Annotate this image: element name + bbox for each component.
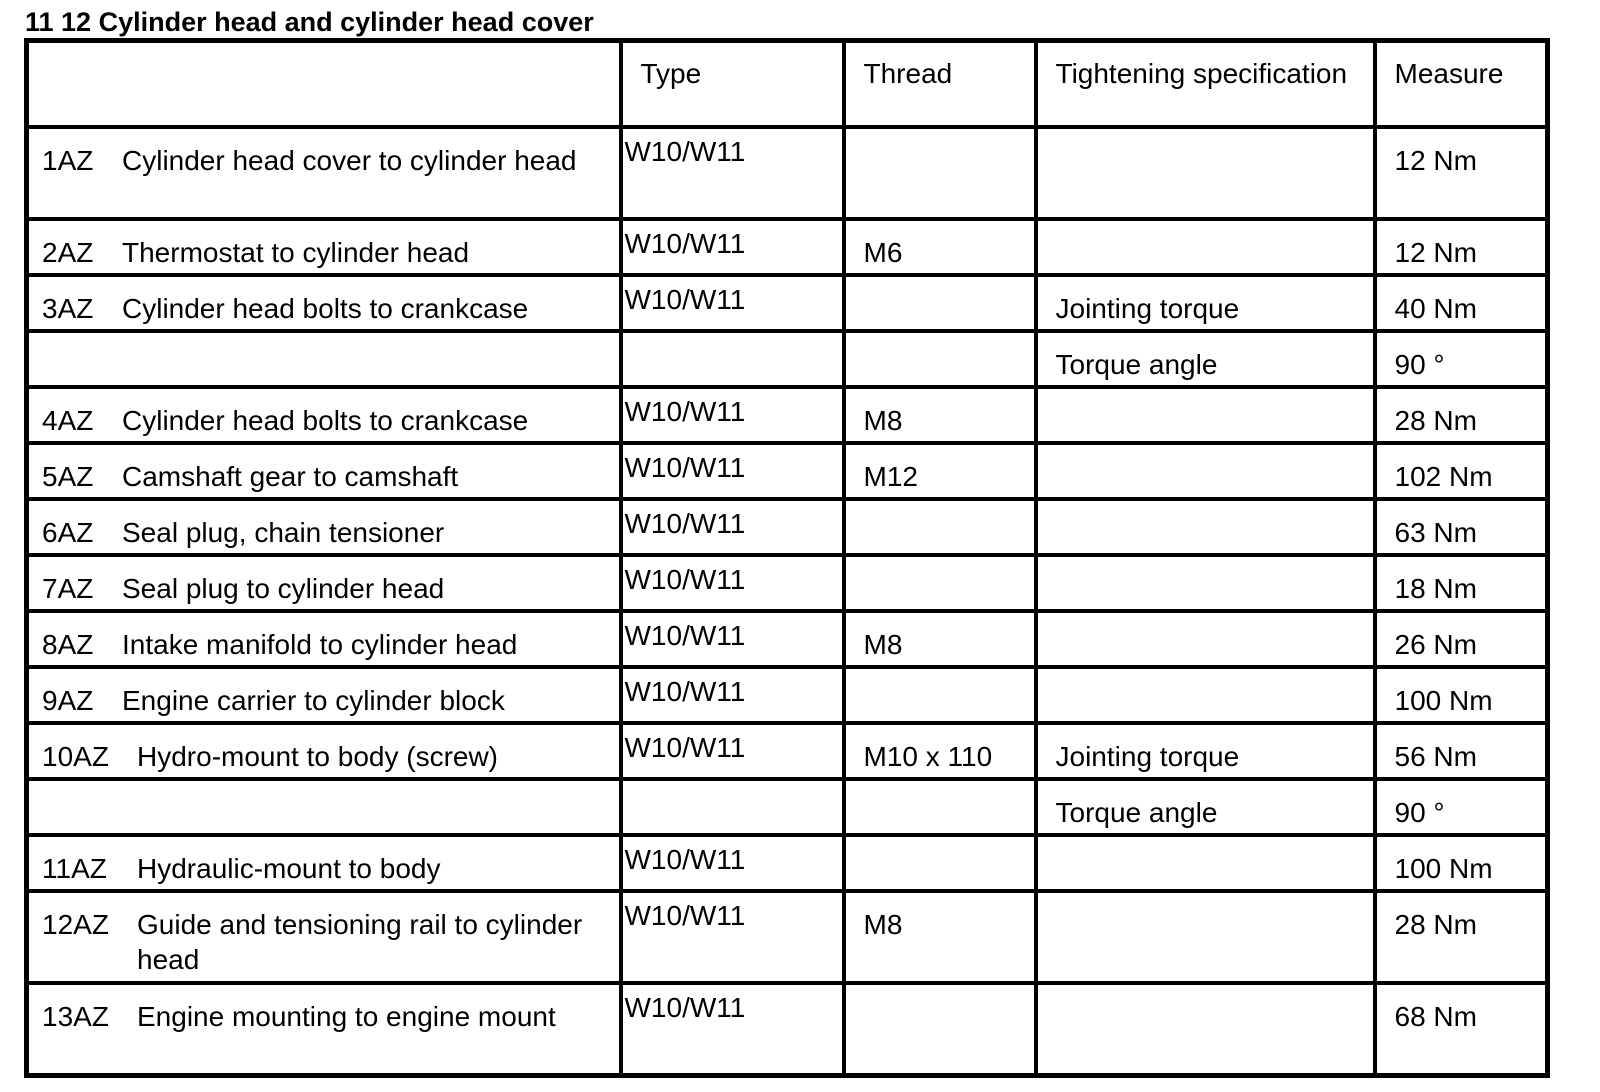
cell-tightening-specification bbox=[1036, 779, 1375, 835]
cell-description bbox=[27, 723, 621, 779]
cell-type bbox=[621, 275, 844, 331]
cell-thread bbox=[844, 387, 1036, 443]
cell-measure bbox=[1375, 499, 1548, 555]
table-row bbox=[27, 723, 1548, 779]
cell-type bbox=[621, 387, 844, 443]
cell-thread bbox=[844, 443, 1036, 499]
thread-value: M10 x 110 bbox=[863, 741, 993, 772]
tightening-value bbox=[1038, 389, 1373, 403]
cell-tightening-specification bbox=[1036, 723, 1375, 779]
thread-value bbox=[846, 781, 1034, 795]
cell-measure bbox=[1375, 611, 1548, 667]
cell-thread bbox=[844, 779, 1036, 835]
tightening-value: Jointing torque bbox=[1055, 293, 1240, 324]
type-value: W10/W11 bbox=[624, 508, 746, 539]
item-description: Intake manifold to cylinder head bbox=[122, 629, 518, 660]
cell-type bbox=[621, 443, 844, 499]
item-code: 12AZ bbox=[42, 909, 109, 940]
header-thread: Thread bbox=[844, 41, 1036, 128]
cell-measure bbox=[1375, 443, 1548, 499]
item-code: 8AZ bbox=[42, 629, 94, 660]
cell-measure bbox=[1375, 983, 1548, 1076]
cell-tightening-specification bbox=[1036, 219, 1375, 275]
tightening-value: Jointing torque bbox=[1055, 741, 1240, 772]
cell-measure bbox=[1375, 275, 1548, 331]
thread-value bbox=[846, 333, 1034, 347]
tightening-value bbox=[1038, 557, 1373, 571]
table-row bbox=[27, 443, 1548, 499]
cell-tightening-specification bbox=[1036, 275, 1375, 331]
measure-value: 12 Nm bbox=[1394, 237, 1477, 268]
thread-value bbox=[846, 501, 1034, 515]
item-description: Camshaft gear to camshaft bbox=[122, 461, 459, 492]
cell-tightening-specification bbox=[1036, 443, 1375, 499]
item-code: 7AZ bbox=[42, 573, 94, 604]
table-row bbox=[27, 611, 1548, 667]
type-value: W10/W11 bbox=[624, 732, 746, 763]
tightening-value bbox=[1038, 837, 1373, 851]
item-code: 5AZ bbox=[42, 461, 94, 492]
item-description: Guide and tensioning rail to cylinder head bbox=[137, 909, 583, 975]
cell-type bbox=[621, 891, 844, 983]
cell-description bbox=[27, 667, 621, 723]
cell-type bbox=[621, 667, 844, 723]
thread-value bbox=[846, 277, 1034, 291]
cell-measure bbox=[1375, 331, 1548, 387]
cell-description bbox=[27, 219, 621, 275]
cell-measure bbox=[1375, 835, 1548, 891]
measure-value: 100 Nm bbox=[1394, 853, 1493, 884]
tightening-value bbox=[1038, 985, 1373, 999]
cell-thread bbox=[844, 835, 1036, 891]
header-type: Type bbox=[621, 41, 844, 128]
item-description: Cylinder head bolts to crankcase bbox=[122, 293, 529, 324]
tightening-value bbox=[1038, 221, 1373, 235]
table-row bbox=[27, 835, 1548, 891]
item-code: 3AZ bbox=[42, 293, 94, 324]
measure-value: 18 Nm bbox=[1394, 573, 1477, 604]
cell-measure bbox=[1375, 219, 1548, 275]
cell-tightening-specification bbox=[1036, 387, 1375, 443]
cell-description bbox=[27, 983, 621, 1076]
cell-description bbox=[27, 387, 621, 443]
thread-value: M8 bbox=[863, 909, 903, 940]
tightening-value bbox=[1038, 669, 1373, 683]
thread-value bbox=[846, 557, 1034, 571]
item-description: Engine carrier to cylinder block bbox=[122, 685, 505, 716]
cell-measure bbox=[1375, 387, 1548, 443]
thread-value: M8 bbox=[863, 629, 903, 660]
cell-measure bbox=[1375, 779, 1548, 835]
cell-type bbox=[621, 499, 844, 555]
cell-tightening-specification bbox=[1036, 611, 1375, 667]
cell-tightening-specification bbox=[1036, 667, 1375, 723]
item-description: Seal plug to cylinder head bbox=[122, 573, 445, 604]
measure-value: 68 Nm bbox=[1394, 1001, 1477, 1032]
tightening-value: Torque angle bbox=[1055, 797, 1218, 828]
item-description: Engine mounting to engine mount bbox=[137, 1001, 556, 1032]
tightening-value bbox=[1038, 445, 1373, 459]
measure-value: 12 Nm bbox=[1394, 145, 1477, 176]
type-value: W10/W11 bbox=[624, 992, 746, 1023]
cell-tightening-specification bbox=[1036, 835, 1375, 891]
cell-thread bbox=[844, 219, 1036, 275]
type-value: W10/W11 bbox=[624, 136, 746, 167]
cell-description bbox=[27, 127, 621, 219]
table-row bbox=[27, 983, 1548, 1076]
cell-description bbox=[27, 891, 621, 983]
cell-description bbox=[27, 779, 621, 835]
item-code: 2AZ bbox=[42, 237, 94, 268]
cell-thread bbox=[844, 127, 1036, 219]
item-code: 6AZ bbox=[42, 517, 94, 548]
measure-value: 100 Nm bbox=[1394, 685, 1493, 716]
measure-value: 26 Nm bbox=[1394, 629, 1477, 660]
item-code: 9AZ bbox=[42, 685, 94, 716]
cell-tightening-specification bbox=[1036, 127, 1375, 219]
tightening-value bbox=[1038, 893, 1373, 907]
item-description: Hydraulic-mount to body bbox=[137, 853, 441, 884]
cell-thread bbox=[844, 555, 1036, 611]
cell-thread bbox=[844, 499, 1036, 555]
thread-value bbox=[846, 837, 1034, 851]
cell-thread bbox=[844, 611, 1036, 667]
cell-type bbox=[621, 983, 844, 1076]
cell-thread bbox=[844, 275, 1036, 331]
thread-value: M12 bbox=[863, 461, 918, 492]
cell-type bbox=[621, 555, 844, 611]
table-row bbox=[27, 779, 1548, 835]
item-description: Cylinder head cover to cylinder head bbox=[122, 145, 577, 176]
cell-type bbox=[621, 611, 844, 667]
cell-type bbox=[621, 723, 844, 779]
cell-measure bbox=[1375, 723, 1548, 779]
type-value: W10/W11 bbox=[624, 452, 746, 483]
item-code: 11AZ bbox=[42, 853, 107, 884]
cell-measure bbox=[1375, 127, 1548, 219]
measure-value: 90 ° bbox=[1394, 349, 1445, 380]
item-description: Cylinder head bolts to crankcase bbox=[122, 405, 529, 436]
measure-value: 90 ° bbox=[1394, 797, 1445, 828]
cell-tightening-specification bbox=[1036, 891, 1375, 983]
cell-tightening-specification bbox=[1036, 331, 1375, 387]
table-row bbox=[27, 499, 1548, 555]
cell-tightening-specification bbox=[1036, 555, 1375, 611]
cell-type bbox=[621, 127, 844, 219]
cell-description bbox=[27, 331, 621, 387]
table-row bbox=[27, 219, 1548, 275]
cell-description bbox=[27, 835, 621, 891]
type-value bbox=[623, 333, 842, 338]
cell-measure bbox=[1375, 555, 1548, 611]
thread-value bbox=[846, 129, 1034, 143]
cell-tightening-specification bbox=[1036, 983, 1375, 1076]
type-value: W10/W11 bbox=[624, 396, 746, 427]
measure-value: 28 Nm bbox=[1394, 909, 1477, 940]
thread-value: M6 bbox=[863, 237, 903, 268]
type-value: W10/W11 bbox=[624, 564, 746, 595]
item-code: 10AZ bbox=[42, 741, 109, 772]
cell-description bbox=[27, 275, 621, 331]
table-row bbox=[27, 127, 1548, 219]
measure-value: 56 Nm bbox=[1394, 741, 1477, 772]
cell-description bbox=[27, 499, 621, 555]
measure-value: 63 Nm bbox=[1394, 517, 1477, 548]
cell-measure bbox=[1375, 667, 1548, 723]
cell-type bbox=[621, 835, 844, 891]
cell-thread bbox=[844, 331, 1036, 387]
item-code: 13AZ bbox=[42, 1001, 109, 1032]
item-code: 4AZ bbox=[42, 405, 94, 436]
item-description: Thermostat to cylinder head bbox=[122, 237, 470, 268]
cell-thread bbox=[844, 891, 1036, 983]
thread-value bbox=[846, 985, 1034, 999]
type-value: W10/W11 bbox=[624, 228, 746, 259]
tightening-value bbox=[1038, 501, 1373, 515]
cell-type bbox=[621, 331, 844, 387]
table-row bbox=[27, 667, 1548, 723]
cell-description bbox=[27, 443, 621, 499]
header-description bbox=[27, 41, 621, 128]
tightening-value: Torque angle bbox=[1055, 349, 1218, 380]
cell-description bbox=[27, 611, 621, 667]
type-value: W10/W11 bbox=[624, 844, 746, 875]
cell-description bbox=[27, 555, 621, 611]
table-row bbox=[27, 555, 1548, 611]
item-description: Hydro-mount to body (screw) bbox=[137, 741, 499, 772]
item-description: Seal plug, chain tensioner bbox=[122, 517, 445, 548]
cell-tightening-specification bbox=[1036, 499, 1375, 555]
tightening-value bbox=[1038, 129, 1373, 143]
table-row bbox=[27, 331, 1548, 387]
cell-thread bbox=[844, 983, 1036, 1076]
measure-value: 102 Nm bbox=[1394, 461, 1493, 492]
cell-thread bbox=[844, 667, 1036, 723]
measure-value: 28 Nm bbox=[1394, 405, 1477, 436]
measure-value: 40 Nm bbox=[1394, 293, 1477, 324]
header-measure: Measure bbox=[1375, 41, 1548, 128]
cell-measure bbox=[1375, 891, 1548, 983]
thread-value: M8 bbox=[863, 405, 903, 436]
torque-spec-table bbox=[24, 38, 1550, 1078]
table-row bbox=[27, 275, 1548, 331]
cell-type bbox=[621, 779, 844, 835]
header-tightening-specification: Tightening specification bbox=[1036, 41, 1375, 128]
type-value: W10/W11 bbox=[624, 284, 746, 315]
type-value: W10/W11 bbox=[624, 900, 746, 931]
type-value: W10/W11 bbox=[624, 676, 746, 707]
tightening-value bbox=[1038, 613, 1373, 627]
type-value: W10/W11 bbox=[624, 620, 746, 651]
item-code: 1AZ bbox=[42, 145, 94, 176]
thread-value bbox=[846, 669, 1034, 683]
page-title: 11 12 Cylinder head and cylinder head cover bbox=[25, 7, 594, 37]
table-row bbox=[27, 891, 1548, 983]
table-row bbox=[27, 387, 1548, 443]
type-value bbox=[623, 781, 842, 786]
cell-type bbox=[621, 219, 844, 275]
cell-thread bbox=[844, 723, 1036, 779]
header-row bbox=[27, 41, 1548, 128]
